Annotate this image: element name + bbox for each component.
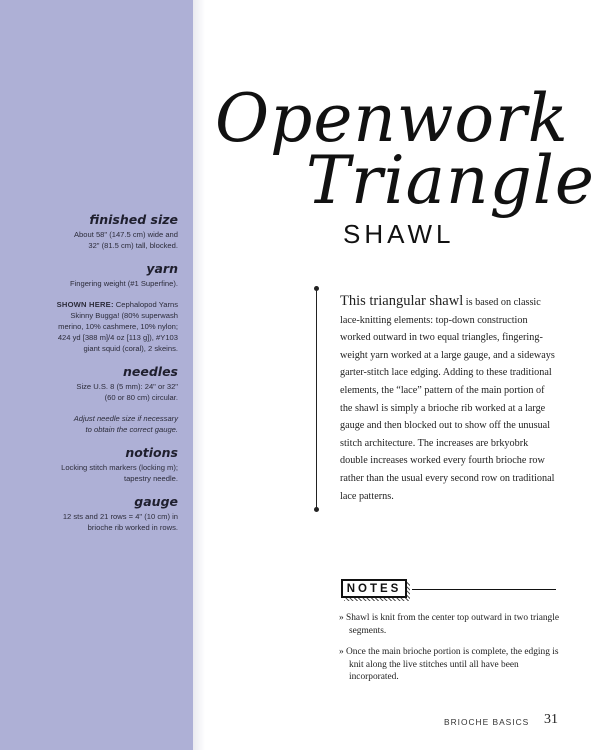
intro-paragraph xyxy=(340,293,555,505)
rule-dot-bottom xyxy=(314,507,319,512)
intro-lead: This triangular shawl xyxy=(340,293,464,309)
spec-yarn xyxy=(8,261,178,354)
spec-line: Size U.S. 8 (5 mm): 24" or 32" xyxy=(76,382,178,391)
shown-here-label: SHOWN HERE: xyxy=(56,300,114,309)
notes-badge: NOTES xyxy=(341,579,407,598)
title-line-2: Triangle xyxy=(306,142,595,219)
spec-line: Locking stitch markers (locking m); xyxy=(61,463,178,472)
spec-line: giant squid (coral), 2 skeins. xyxy=(83,344,178,353)
spec-line: merino, 10% cashmere, 10% nylon; xyxy=(58,322,178,331)
spec-finished-size xyxy=(8,212,178,251)
spec-line: Cephalopod Yarns xyxy=(115,300,178,309)
spec-line: Fingering weight (#1 Superfine). xyxy=(69,279,178,288)
footer-section-label: BRIOCHE BASICS xyxy=(444,717,530,727)
title-line-1: Openwork xyxy=(215,80,569,157)
intro-body: is based on classic lace-knitting elements: top-down construction worked outward in two equal triangles, fingering-weight yarn worked at a large gauge, and a sideways garter-stitch lace edging. Adding to these traditional elements, the “lace” pattern of the main portion of the shawl is simply a brioche rib worked at a large gauge and then blocked out to show off the unusual stitch architecture. The increases are brkyobrk double increases worked every fourth brioche row rather than the usual every second row on traditional lace patterns. xyxy=(340,297,555,502)
sidebar-panel xyxy=(0,0,193,750)
spec-line: 424 yd [388 m]/4 oz [113 g]), #Y103 xyxy=(57,333,178,342)
spec-line: brioche rib worked in rows. xyxy=(87,523,178,532)
spec-line: 32" (81.5 cm) tall, blocked. xyxy=(88,241,178,250)
spec-note: to obtain the correct gauge. xyxy=(85,425,178,434)
note-item: » Once the main brioche portion is complete, the edging is knit along the live stitches until all have been incorporated. xyxy=(339,647,559,682)
spec-heading: needles xyxy=(122,364,178,379)
page-number: 31 xyxy=(544,712,558,727)
spec-gauge xyxy=(8,494,178,533)
spec-heading: notions xyxy=(125,445,178,460)
intro-rule xyxy=(316,288,317,509)
spec-line: About 58" (147.5 cm) wide and xyxy=(73,230,178,239)
spec-line: 12 sts and 21 rows = 4" (10 cm) in xyxy=(62,512,178,521)
note-item: » Shawl is knit from the center top outward in two triangle segments. xyxy=(339,613,560,636)
spec-line: tapestry needle. xyxy=(123,474,178,483)
page-gutter xyxy=(193,0,205,750)
notes-rule xyxy=(412,589,556,590)
spec-line: (60 or 80 cm) circular. xyxy=(104,393,178,402)
spec-line: Skinny Bugga! (80% superwash xyxy=(70,311,178,320)
spec-notions xyxy=(8,445,178,484)
spec-heading: finished size xyxy=(89,212,178,227)
notes-list xyxy=(339,612,559,693)
specs-column xyxy=(8,212,178,543)
rule-dot-top xyxy=(314,286,319,291)
spec-heading: gauge xyxy=(134,494,178,509)
spec-note: Adjust needle size if necessary xyxy=(73,414,178,423)
title-line-3: SHAWL xyxy=(343,219,455,249)
spec-needles xyxy=(8,364,178,435)
spec-heading: yarn xyxy=(146,261,178,276)
